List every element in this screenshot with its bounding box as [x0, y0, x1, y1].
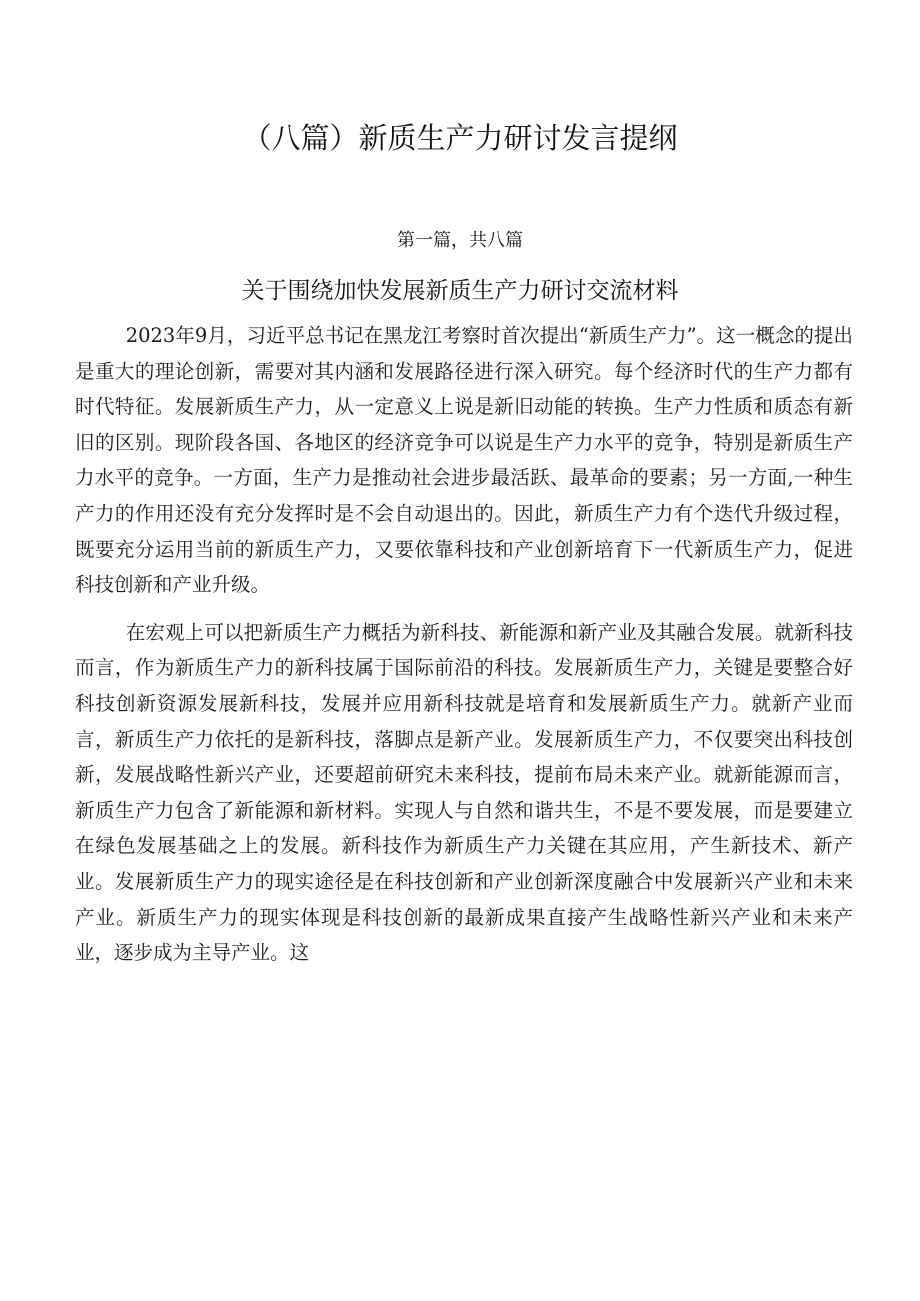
document-title: （八篇）新质生产力研讨发言提纲	[242, 121, 678, 155]
body-text	[75, 318, 853, 971]
section-heading: 关于围绕加快发展新质生产力研讨交流材料	[241, 278, 679, 304]
paragraph: 2023年9月，习近平总书记在黑龙江考察时首次提出“新质生产力”。这一概念的提出是重大的理论创新，需要对其内涵和发展路径进行深入研究。每个经济时代的生产力都有时代特征。发展新质生产力，从一定意义上说是新旧动能的转换。生产力性质和质态有新旧的区别。现阶段各国、各地区的经济竞争可以说是生产力水平的竞争，特别是新质生产力水平的竞争。一方面，生产力是推动社会进步最活跃、最革命的要素；另一方面,一种生产力的作用还没有充分发挥时是不会自动退出的。因此，新质生产力有个迭代升级过程，既要充分运用当前的新质生产力，又要依靠科技和产业创新培育下一代新质生产力，促进科技创新和产业升级。	[75, 324, 853, 597]
part-label: 第一篇，共八篇	[397, 230, 523, 251]
paragraph: 在宏观上可以把新质生产力概括为新科技、新能源和新产业及其融合发展。就新科技而言，作为新质生产力的新科技属于国际前沿的科技。发展新质生产力，关键是要整合好科技创新资源发展新科技，发展并应用新科技就是培育和发展新质生产力。就新产业而言，新质生产力依托的是新科技，落脚点是新产业。发展新质生产力，不仅要突出科技创新，发展战略性新兴产业，还要超前研究未来科技，提前布局未来产业。就新能源而言，新质生产力包含了新能源和新材料。实现人与自然和谐共生，不是不要发展，而是要建立在绿色发展基础之上的发展。新科技作为新质生产力关键在其应用，产生新技术、新产业。发展新质生产力的现实途径是在科技创新和产业创新深度融合中发展新兴产业和未来产业。新质生产力的现实体现是科技创新的最新成果直接产生战略性新兴产业和未来产业，逐步成为主导产业。这	[75, 620, 853, 965]
